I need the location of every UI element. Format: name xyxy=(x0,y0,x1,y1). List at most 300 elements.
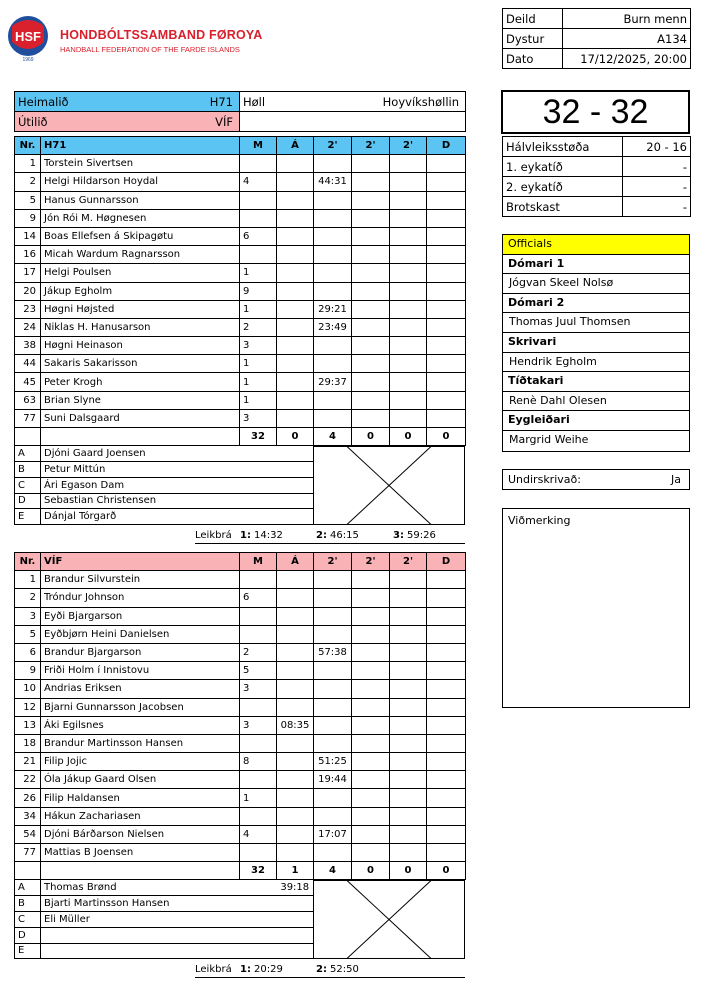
player-stat-a: 08:35 xyxy=(277,716,314,734)
score-detail-row xyxy=(503,197,691,217)
score-detail-row xyxy=(503,177,691,197)
player-stat-d xyxy=(427,789,466,807)
player-stat-a xyxy=(277,391,314,409)
player-stat-m: 4 xyxy=(240,173,277,191)
player-stat-m: 1 xyxy=(240,391,277,409)
player-stat-a xyxy=(277,173,314,191)
player-stat-d xyxy=(427,807,466,825)
player-stat-s2 xyxy=(352,264,390,282)
player-stat-s1: 29:21 xyxy=(314,300,352,318)
col-header: 2' xyxy=(314,553,352,571)
player-row xyxy=(15,373,466,391)
player-stat-m: 8 xyxy=(240,753,277,771)
staff-warning xyxy=(277,911,314,927)
away-timeouts xyxy=(14,964,465,976)
player-stat-a xyxy=(277,734,314,752)
official-name: Jógvan Skeel Nolsø xyxy=(503,274,689,294)
col-nr-header: Nr. xyxy=(15,553,41,571)
officials-title: Officials xyxy=(503,235,689,255)
staff-code: C xyxy=(15,911,41,927)
player-stat-a xyxy=(277,625,314,643)
player-stat-d xyxy=(427,589,466,607)
player-row xyxy=(15,355,466,373)
player-stat-s1: 29:37 xyxy=(314,373,352,391)
player-number: 1 xyxy=(15,571,41,589)
player-name: Mattias B Joensen xyxy=(41,844,240,862)
player-stat-m xyxy=(240,607,277,625)
player-name: Friði Holm í Innistovu xyxy=(41,662,240,680)
player-stat-a xyxy=(277,771,314,789)
official-name: Renè Dahl Olesen xyxy=(503,392,689,412)
staff-name: Eli Müller xyxy=(41,911,277,927)
timeout-time: 14:32 xyxy=(254,530,283,541)
final-score-box xyxy=(501,90,690,134)
official-name: Thomas Juul Thomsen xyxy=(503,313,689,333)
score-detail-value: - xyxy=(623,197,691,217)
home-label: Heimalið xyxy=(18,94,69,109)
player-stat-d xyxy=(427,373,466,391)
staff-code: E xyxy=(15,943,41,959)
player-stat-s1 xyxy=(314,807,352,825)
player-stat-s1 xyxy=(314,698,352,716)
player-stat-d xyxy=(427,680,466,698)
player-stat-s2 xyxy=(352,716,390,734)
official-role: Tíðtakari xyxy=(503,372,689,392)
player-stat-s1 xyxy=(314,282,352,300)
player-stat-s1 xyxy=(314,155,352,173)
player-row xyxy=(15,318,466,336)
col-header: Á xyxy=(277,553,314,571)
timeout-underline xyxy=(195,543,465,544)
player-stat-s3 xyxy=(390,716,427,734)
player-number: 63 xyxy=(15,391,41,409)
player-stat-d xyxy=(427,409,466,427)
player-stat-d xyxy=(427,246,466,264)
player-name: Eyðbjørn Heini Danielsen xyxy=(41,625,240,643)
player-stat-s2 xyxy=(352,643,390,661)
player-stat-a xyxy=(277,753,314,771)
player-stat-s3 xyxy=(390,155,427,173)
player-number: 20 xyxy=(15,282,41,300)
player-stat-a xyxy=(277,264,314,282)
score-detail-row xyxy=(503,137,691,157)
score-detail-label: Hálvleiksstøða xyxy=(503,137,623,157)
match-info-row xyxy=(503,9,691,29)
match-info-value: A134 xyxy=(563,29,691,49)
player-number: 3 xyxy=(15,607,41,625)
player-stat-m xyxy=(240,844,277,862)
totals-empty xyxy=(15,862,41,880)
away-team-cell xyxy=(15,112,240,132)
staff-code: C xyxy=(15,477,41,493)
empty-cell xyxy=(240,112,466,132)
player-stat-m: 5 xyxy=(240,662,277,680)
total-d: 0 xyxy=(427,862,466,880)
player-stat-a xyxy=(277,789,314,807)
timeout-time: 46:15 xyxy=(330,530,359,541)
player-stat-s1 xyxy=(314,734,352,752)
col-header: 2' xyxy=(352,553,390,571)
score-detail-value: - xyxy=(623,177,691,197)
player-stat-s2 xyxy=(352,589,390,607)
player-stat-a xyxy=(277,227,314,245)
teams-table xyxy=(14,91,466,132)
col-header: D xyxy=(427,553,466,571)
player-number: 26 xyxy=(15,789,41,807)
player-stat-m: 4 xyxy=(240,825,277,843)
officials-panel xyxy=(502,234,690,452)
player-stat-s1 xyxy=(314,355,352,373)
venue-cell xyxy=(240,92,466,112)
player-stat-a xyxy=(277,807,314,825)
hsf-logo xyxy=(6,12,50,64)
player-stat-d xyxy=(427,209,466,227)
total-d: 0 xyxy=(427,428,466,446)
score-detail-label: Brotskast xyxy=(503,197,623,217)
player-row xyxy=(15,191,466,209)
player-row xyxy=(15,825,466,843)
player-stat-d xyxy=(427,625,466,643)
player-stat-s1: 57:38 xyxy=(314,643,352,661)
player-stat-s1 xyxy=(314,680,352,698)
home-header-row xyxy=(15,137,466,155)
player-row xyxy=(15,337,466,355)
player-stat-s3 xyxy=(390,771,427,789)
player-stat-m xyxy=(240,698,277,716)
player-stat-a xyxy=(277,300,314,318)
staff-warning xyxy=(277,509,314,525)
player-stat-s3 xyxy=(390,173,427,191)
total-s3: 0 xyxy=(390,862,427,880)
player-stat-a xyxy=(277,337,314,355)
player-stat-s1 xyxy=(314,209,352,227)
player-row xyxy=(15,282,466,300)
player-stat-d xyxy=(427,662,466,680)
timeout-time: 20:29 xyxy=(254,964,283,975)
remarks-box xyxy=(502,508,690,708)
player-number: 13 xyxy=(15,716,41,734)
player-number: 54 xyxy=(15,825,41,843)
player-row xyxy=(15,409,466,427)
player-stat-s2 xyxy=(352,337,390,355)
remarks-label: Viðmerking xyxy=(508,514,571,527)
player-stat-s3 xyxy=(390,625,427,643)
venue-label: Høll xyxy=(243,94,266,109)
staff-name: Bjarti Martinsson Hansen xyxy=(41,896,277,912)
player-number: 10 xyxy=(15,680,41,698)
player-number: 34 xyxy=(15,807,41,825)
player-name: Áki Egilsnes xyxy=(41,716,240,734)
player-number: 16 xyxy=(15,246,41,264)
player-name: Hanus Gunnarsson xyxy=(41,191,240,209)
player-stat-s3 xyxy=(390,227,427,245)
player-stat-d xyxy=(427,771,466,789)
player-number: 5 xyxy=(15,625,41,643)
signature-label: Undirskrivað: xyxy=(508,473,581,486)
player-stat-s2 xyxy=(352,753,390,771)
player-name: Djóni Bárðarson Nielsen xyxy=(41,825,240,843)
staff-code: B xyxy=(15,461,41,477)
player-row xyxy=(15,300,466,318)
player-name: Filip Haldansen xyxy=(41,789,240,807)
score-detail-label: 1. eykatíð xyxy=(503,157,623,177)
player-number: 22 xyxy=(15,771,41,789)
player-stat-d xyxy=(427,825,466,843)
total-a: 1 xyxy=(277,862,314,880)
staff-code: D xyxy=(15,927,41,943)
player-row xyxy=(15,807,466,825)
home-timeouts xyxy=(14,530,465,542)
total-s2: 0 xyxy=(352,428,390,446)
away-staff-cross xyxy=(313,880,465,959)
player-stat-s3 xyxy=(390,589,427,607)
player-stat-a xyxy=(277,209,314,227)
player-row xyxy=(15,589,466,607)
player-number: 2 xyxy=(15,173,41,191)
player-name: Micah Wardum Ragnarsson xyxy=(41,246,240,264)
player-stat-s1 xyxy=(314,337,352,355)
total-s3: 0 xyxy=(390,428,427,446)
player-stat-s1 xyxy=(314,191,352,209)
staff-warning xyxy=(277,927,314,943)
player-stat-s2 xyxy=(352,409,390,427)
player-stat-s1 xyxy=(314,391,352,409)
player-stat-m xyxy=(240,571,277,589)
home-team-cell xyxy=(15,92,240,112)
col-header: 2' xyxy=(390,137,427,155)
player-row xyxy=(15,571,466,589)
team-name-header: H71 xyxy=(41,137,240,155)
player-stat-s2 xyxy=(352,209,390,227)
player-stat-m: 3 xyxy=(240,680,277,698)
staff-code: A xyxy=(15,880,41,896)
player-row xyxy=(15,698,466,716)
player-row xyxy=(15,391,466,409)
staff-warning xyxy=(277,477,314,493)
player-stat-s2 xyxy=(352,155,390,173)
official-role: Eygleiðari xyxy=(503,411,689,431)
match-info-row xyxy=(503,29,691,49)
player-number: 6 xyxy=(15,643,41,661)
player-row xyxy=(15,155,466,173)
player-name: Andrias Eriksen xyxy=(41,680,240,698)
player-number: 24 xyxy=(15,318,41,336)
player-stat-a xyxy=(277,246,314,264)
totals-empty xyxy=(15,428,41,446)
timeout-number: 1: xyxy=(240,530,251,541)
player-stat-m xyxy=(240,191,277,209)
player-name: Bjarni Gunnarsson Jacobsen xyxy=(41,698,240,716)
away-label: Útilið xyxy=(18,114,48,129)
player-stat-s1: 19:44 xyxy=(314,771,352,789)
player-number: 77 xyxy=(15,844,41,862)
player-row xyxy=(15,625,466,643)
player-stat-a xyxy=(277,191,314,209)
totals-row xyxy=(15,428,466,446)
player-name: Eyði Bjargarson xyxy=(41,607,240,625)
player-name: Brandur Martinsson Hansen xyxy=(41,734,240,752)
player-stat-s1 xyxy=(314,607,352,625)
staff-code: D xyxy=(15,493,41,509)
player-row xyxy=(15,173,466,191)
staff-warning xyxy=(277,461,314,477)
player-stat-a xyxy=(277,318,314,336)
player-name: Brandur Bjargarson xyxy=(41,643,240,661)
player-stat-m: 1 xyxy=(240,355,277,373)
timeout-number: 2: xyxy=(316,530,327,541)
player-stat-s2 xyxy=(352,625,390,643)
player-stat-d xyxy=(427,716,466,734)
player-stat-m: 2 xyxy=(240,318,277,336)
player-name: Helgi Poulsen xyxy=(41,264,240,282)
official-name: Margrid Weihe xyxy=(509,432,589,446)
player-number: 38 xyxy=(15,337,41,355)
player-stat-s2 xyxy=(352,698,390,716)
player-stat-a xyxy=(277,844,314,862)
staff-name: Ári Egason Dam xyxy=(41,477,277,493)
player-stat-s2 xyxy=(352,246,390,264)
player-stat-a xyxy=(277,282,314,300)
player-stat-d xyxy=(427,264,466,282)
player-number: 77 xyxy=(15,409,41,427)
player-stat-s1: 23:49 xyxy=(314,318,352,336)
player-stat-d xyxy=(427,282,466,300)
total-s2: 0 xyxy=(352,862,390,880)
player-stat-a xyxy=(277,155,314,173)
staff-name: Djóni Gaard Joensen xyxy=(41,446,277,462)
player-row xyxy=(15,209,466,227)
venue-name: Hoyvíkshøllin xyxy=(382,94,459,109)
match-info-label: Dato xyxy=(503,49,563,69)
player-stat-s3 xyxy=(390,807,427,825)
home-staff-cross xyxy=(313,446,465,525)
player-row xyxy=(15,753,466,771)
player-stat-a xyxy=(277,373,314,391)
player-number: 9 xyxy=(15,662,41,680)
player-stat-s3 xyxy=(390,355,427,373)
player-stat-s2 xyxy=(352,300,390,318)
player-stat-s2 xyxy=(352,734,390,752)
player-stat-s3 xyxy=(390,844,427,862)
final-score: 32 - 32 xyxy=(542,93,649,131)
player-stat-d xyxy=(427,643,466,661)
player-stat-d xyxy=(427,300,466,318)
match-info-label: Deild xyxy=(503,9,563,29)
player-stat-m: 3 xyxy=(240,337,277,355)
player-stat-s2 xyxy=(352,571,390,589)
staff-code: B xyxy=(15,896,41,912)
staff-warning xyxy=(277,493,314,509)
player-number: 14 xyxy=(15,227,41,245)
player-stat-m xyxy=(240,209,277,227)
player-stat-d xyxy=(427,391,466,409)
player-stat-m xyxy=(240,807,277,825)
player-stat-s3 xyxy=(390,246,427,264)
total-m: 32 xyxy=(240,428,277,446)
staff-warning xyxy=(277,446,314,462)
player-name: Brian Slyne xyxy=(41,391,240,409)
player-stat-s2 xyxy=(352,173,390,191)
score-detail-value: - xyxy=(623,157,691,177)
player-stat-s1 xyxy=(314,264,352,282)
player-stat-m: 1 xyxy=(240,373,277,391)
player-number: 9 xyxy=(15,209,41,227)
player-stat-s2 xyxy=(352,662,390,680)
player-stat-d xyxy=(427,355,466,373)
staff-name xyxy=(41,927,277,943)
player-stat-d xyxy=(427,844,466,862)
player-stat-s3 xyxy=(390,373,427,391)
player-stat-s3 xyxy=(390,643,427,661)
player-stat-a xyxy=(277,825,314,843)
player-stat-s3 xyxy=(390,680,427,698)
player-stat-s2 xyxy=(352,789,390,807)
staff-warning xyxy=(277,896,314,912)
total-s1: 4 xyxy=(314,428,352,446)
player-number: 21 xyxy=(15,753,41,771)
player-stat-s3 xyxy=(390,698,427,716)
player-stat-d xyxy=(427,698,466,716)
total-s1: 4 xyxy=(314,862,352,880)
player-stat-d xyxy=(427,155,466,173)
player-stat-s3 xyxy=(390,607,427,625)
player-stat-s2 xyxy=(352,844,390,862)
player-name: Helgi Hildarson Hoydal xyxy=(41,173,240,191)
player-stat-s3 xyxy=(390,753,427,771)
total-a: 0 xyxy=(277,428,314,446)
player-name: Suni Dalsgaard xyxy=(41,409,240,427)
player-stat-s1: 51:25 xyxy=(314,753,352,771)
player-stat-s1: 44:31 xyxy=(314,173,352,191)
player-stat-s2 xyxy=(352,825,390,843)
official-name: Hendrik Egholm xyxy=(503,353,689,373)
away-header-row xyxy=(15,553,466,571)
player-stat-m: 9 xyxy=(240,282,277,300)
col-header: D xyxy=(427,137,466,155)
col-header: 2' xyxy=(390,553,427,571)
player-stat-s1 xyxy=(314,789,352,807)
timeout-underline xyxy=(195,977,465,978)
official-role: Dómari 1 xyxy=(503,255,689,275)
timeout-number: 2: xyxy=(316,964,327,975)
timeout-number: 1: xyxy=(240,964,251,975)
player-name: Filip Jojic xyxy=(41,753,240,771)
player-name: Sakaris Sakarisson xyxy=(41,355,240,373)
player-stat-s1 xyxy=(314,662,352,680)
player-stat-s3 xyxy=(390,282,427,300)
staff-warning xyxy=(277,943,314,959)
player-stat-a xyxy=(277,409,314,427)
player-stat-d xyxy=(427,227,466,245)
player-stat-d xyxy=(427,173,466,191)
player-stat-s3 xyxy=(390,318,427,336)
player-row xyxy=(15,643,466,661)
timeout-time: 59:26 xyxy=(407,530,436,541)
player-stat-s1 xyxy=(314,227,352,245)
home-code: H71 xyxy=(209,94,233,109)
away-code: VÍF xyxy=(215,114,233,129)
player-stat-s3 xyxy=(390,337,427,355)
match-info-value: Burn menn xyxy=(563,9,691,29)
player-stat-a xyxy=(277,355,314,373)
player-name: Tróndur Johnson xyxy=(41,589,240,607)
player-stat-m: 6 xyxy=(240,589,277,607)
player-stat-a xyxy=(277,662,314,680)
player-row xyxy=(15,607,466,625)
player-stat-s3 xyxy=(390,662,427,680)
player-stat-m xyxy=(240,734,277,752)
team-name-header: VÍF xyxy=(41,553,240,571)
